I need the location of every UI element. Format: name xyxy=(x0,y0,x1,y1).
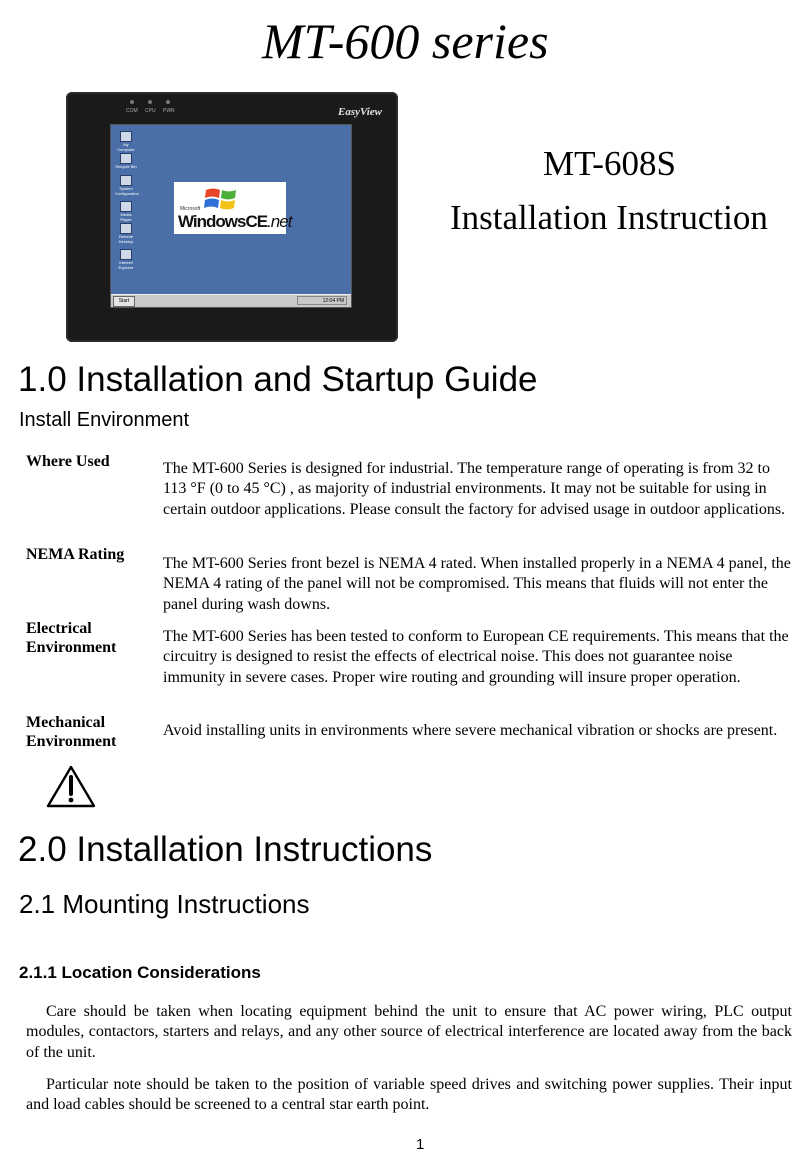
desktop-icon-label: Recycle Bin xyxy=(115,164,137,169)
section-heading: 2.0 Installation Instructions xyxy=(18,830,433,869)
document-title: MT-600 series xyxy=(262,13,549,69)
com-led-label: COM xyxy=(126,108,138,114)
env-term-electrical: Electrical Environment xyxy=(26,620,117,656)
body-paragraph: Particular note should be taken to the position of variable speed drives and switching power supplies. Their input and load cables should be screened to a central star earth point. xyxy=(26,1076,792,1114)
desktop-icon-label: Remote Desktop xyxy=(118,234,134,244)
windows-word: Windows xyxy=(178,212,246,231)
subsubsection-heading: 2.1.1 Location Considerations xyxy=(19,963,261,982)
desktop-icon xyxy=(115,175,137,196)
product-photo xyxy=(66,92,398,342)
microsoft-label: Microsoft xyxy=(180,206,201,212)
brand-logo: EasyView xyxy=(337,106,382,118)
env-desc-electrical: The MT-600 Series has been tested to conform to European CE requirements. This means that the circuitry is designed to resist the effects of electrical noise. This does not guarantee noise immunity in severe cases. Proper wire routing and grounding will insure proper operation. xyxy=(163,628,789,686)
bezel-top xyxy=(66,92,398,122)
computer-icon xyxy=(120,131,132,142)
env-term-mechanical: Mechanical Environment xyxy=(26,714,117,750)
page-number: 1 xyxy=(416,1136,425,1153)
recycle-bin-icon xyxy=(120,153,132,164)
warning-icon xyxy=(44,762,98,810)
model-number: MT-608S xyxy=(543,144,676,183)
desktop-icon xyxy=(115,153,137,169)
desktop-icon-label: My Computer xyxy=(117,142,135,152)
system-config-icon xyxy=(120,175,132,186)
remote-desktop-icon xyxy=(120,223,132,234)
subsection-heading: 2.1 Mounting Instructions xyxy=(19,889,310,919)
cpu-led xyxy=(148,100,152,104)
start-button: Start xyxy=(113,296,135,307)
desktop-icon xyxy=(115,201,137,222)
body-paragraph: Care should be taken when locating equipment behind the unit to ensure that AC power wiring, PLC output modules, contactors, starters and relays, and any other source of electrical interference are located away from the back of the unit. xyxy=(26,1003,792,1061)
internet-explorer-icon xyxy=(120,249,132,260)
taskbar xyxy=(111,294,351,307)
windows-ce-splash xyxy=(174,182,292,234)
desktop-icon-label: Media Player xyxy=(120,212,132,222)
desktop-icon-label: Internet Explorer xyxy=(118,260,134,270)
desktop-icon xyxy=(115,223,137,244)
ce-word: CE xyxy=(245,212,268,231)
subsection-heading: Install Environment xyxy=(19,409,190,431)
com-led xyxy=(130,100,134,104)
media-player-icon xyxy=(120,201,132,212)
pwr-led xyxy=(166,100,170,104)
cpu-led-label: CPU xyxy=(145,108,156,114)
taskbar-clock: 12:04 PM xyxy=(297,296,347,305)
windows-flag-icon xyxy=(204,186,238,212)
env-desc-where-used: The MT-600 Series is designed for industrial. The temperature range of operating is from 32 to 113 °F (0 to 45 °C) , as majority of industrial environments. It may not be suitable for using in certain outdoor applications. Please consult the factory for advised usage in outdoor applications. xyxy=(163,460,786,518)
document-subtitle: Installation Instruction xyxy=(450,198,768,237)
device-screen xyxy=(110,124,352,308)
net-word: .net xyxy=(267,212,292,231)
desktop-icon-label: System Configuration xyxy=(115,186,139,196)
windows-ce-logo xyxy=(178,212,291,232)
env-term-nema-rating: NEMA Rating xyxy=(26,546,125,563)
env-desc-nema-rating: The MT-600 Series front bezel is NEMA 4 rated. When installed properly in a NEMA 4 panel, the NEMA 4 rating of the panel will not be compromised. This means that fluids will not enter the panel during wash downs. xyxy=(163,555,791,613)
section-heading: 1.0 Installation and Startup Guide xyxy=(18,360,538,399)
env-desc-mechanical: Avoid installing units in environments where severe mechanical vibration or shocks are present. xyxy=(163,722,778,739)
env-term-where-used: Where Used xyxy=(26,453,110,470)
pwr-led-label: PWR xyxy=(163,108,175,114)
desktop-icon xyxy=(115,249,137,270)
desktop-icon xyxy=(115,131,137,152)
